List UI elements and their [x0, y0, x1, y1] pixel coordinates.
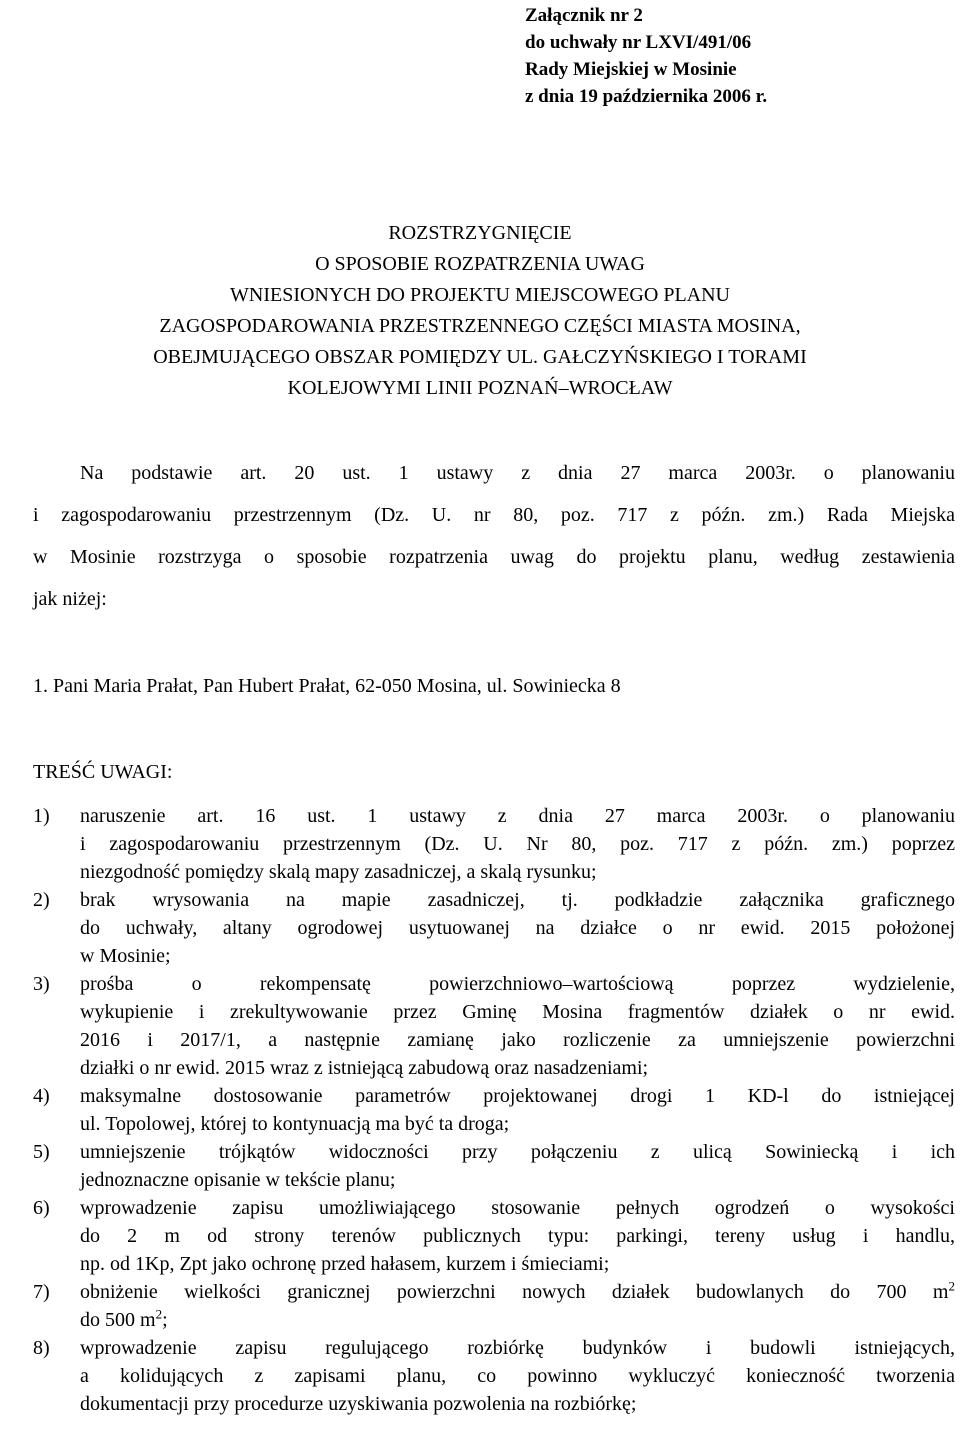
item-number: 6) — [33, 1197, 50, 1219]
item-line: naruszenie art. 16 ust. 1 ustawy z dnia 27 marca 2003r. o planowaniu — [80, 805, 955, 827]
list-item — [33, 1138, 955, 1194]
item-line: wprowadzenie zapisu umożliwiającego stosowanie pełnych ogrodzeń o wysokości — [80, 1197, 955, 1219]
item-number: 5) — [33, 1141, 50, 1163]
submitter-line: 1. Pani Maria Prałat, Pan Hubert Prałat, 62-050 Mosina, ul. Sowiniecka 8 — [33, 675, 621, 697]
list-item — [33, 970, 955, 1082]
item-number: 2) — [33, 889, 50, 911]
annex-line: Załącznik nr 2 — [525, 5, 643, 26]
list-item — [33, 1194, 955, 1278]
item-line: a kolidujących z zapisami planu, co powinno wykluczyć konieczność tworzenia — [80, 1365, 955, 1387]
superscript: 2 — [155, 1306, 163, 1322]
intro-line: Na podstawie art. 20 ust. 1 ustawy z dnia 27 marca 2003r. o planowaniu — [80, 462, 955, 484]
item-line: do 2 m od strony terenów publicznych typu: parkingi, tereny usług i handlu, — [80, 1225, 955, 1247]
intro-line: jak niżej: — [33, 588, 107, 610]
remarks-heading: TREŚĆ UWAGI: — [33, 761, 173, 783]
item-line: 2016 i 2017/1, a następnie zamianę jako rozliczenie za umniejszenie powierzchni — [80, 1029, 955, 1051]
item-line: brak wrysowania na mapie zasadniczej, tj. podkładzie załącznika graficznego — [80, 889, 955, 911]
annex-header — [525, 2, 767, 110]
title-line: ROZSTRZYGNIĘCIE — [388, 222, 572, 244]
list-item — [33, 1334, 955, 1418]
intro-line: w Mosinie rozstrzyga o sposobie rozpatrzenia uwag do projektu planu, według zestawienia — [33, 546, 955, 568]
list-item — [33, 802, 955, 886]
item-number: 8) — [33, 1337, 50, 1359]
item-line: umniejszenie trójkątów widoczności przy połączeniu z ulicą Sowiniecką i ich — [80, 1141, 955, 1163]
item-number: 3) — [33, 973, 50, 995]
item-line: do uchwały, altany ogrodowej usytuowanej na działce o nr ewid. 2015 położonej — [80, 917, 955, 939]
item-line: niezgodność pomiędzy skalą mapy zasadniczej, a skalą rysunku; — [80, 861, 597, 883]
item-line-text: obniżenie wielkości granicznej powierzchni nowych działek budowlanych do 700 m — [80, 1281, 949, 1303]
item-number: 4) — [33, 1085, 50, 1107]
item-line — [80, 1278, 955, 1306]
item-line: jednoznaczne opisanie w tekście planu; — [80, 1169, 396, 1191]
superscript: 2 — [948, 1278, 955, 1294]
annex-line: do uchwały nr LXVI/491/06 — [525, 32, 752, 53]
item-line: dokumentacji przy procedurze uzyskiwania pozwolenia na rozbiórkę; — [80, 1393, 637, 1415]
item-line: prośba o rekompensatę powierzchniowo–wartościową poprzez wydzielenie, — [80, 973, 955, 995]
item-line: wprowadzenie zapisu regulującego rozbiórkę budynków i budowli istniejących, — [80, 1337, 955, 1359]
item-line: wykupienie i zrekultywowanie przez Gminę Mosina fragmentów działek o nr ewid. — [80, 1001, 955, 1023]
document-title — [0, 218, 960, 404]
item-line: w Mosinie; — [80, 945, 171, 967]
intro-paragraph — [33, 452, 955, 620]
title-line: KOLEJOWYMI LINII POZNAŃ–WROCŁAW — [287, 377, 673, 399]
remarks-list — [33, 802, 955, 1418]
item-line: działki o nr ewid. 2015 wraz z istniejącą zabudową oraz nasadzeniami; — [80, 1057, 649, 1079]
item-line-text: do 500 m — [80, 1309, 156, 1331]
list-item — [33, 1278, 955, 1334]
title-line: OBEJMUJĄCEGO OBSZAR POMIĘDZY UL. GAŁCZYŃSKIEGO I TORAMI — [153, 346, 807, 368]
item-line: np. od 1Kp, Zpt jako ochronę przed hałasem, kurzem i śmieciami; — [80, 1253, 610, 1275]
item-line-tail: ; — [162, 1309, 168, 1331]
annex-line: Rady Miejskiej w Mosinie — [525, 59, 737, 80]
title-line: ZAGOSPODAROWANIA PRZESTRZENNEGO CZĘŚCI MIASTA MOSINA, — [159, 315, 801, 337]
intro-line: i zagospodarowaniu przestrzennym (Dz. U. nr 80, poz. 717 z późn. zm.) Rada Miejska — [33, 504, 955, 526]
title-line: O SPOSOBIE ROZPATRZENIA UWAG — [315, 253, 645, 275]
annex-line: z dnia 19 października 2006 r. — [525, 86, 768, 107]
item-number: 1) — [33, 805, 50, 827]
title-line: WNIESIONYCH DO PROJEKTU MIEJSCOWEGO PLANU — [230, 284, 730, 306]
list-item — [33, 886, 955, 970]
item-line: i zagospodarowaniu przestrzennym (Dz. U. Nr 80, poz. 717 z późn. zm.) poprzez — [80, 833, 955, 855]
item-line — [80, 1306, 955, 1334]
list-item — [33, 1082, 955, 1138]
item-line: maksymalne dostosowanie parametrów projektowanej drogi 1 KD-l do istniejącej — [80, 1085, 955, 1107]
item-number: 7) — [33, 1281, 50, 1303]
item-line: ul. Topolowej, której to kontynuacją ma być ta droga; — [80, 1113, 510, 1135]
